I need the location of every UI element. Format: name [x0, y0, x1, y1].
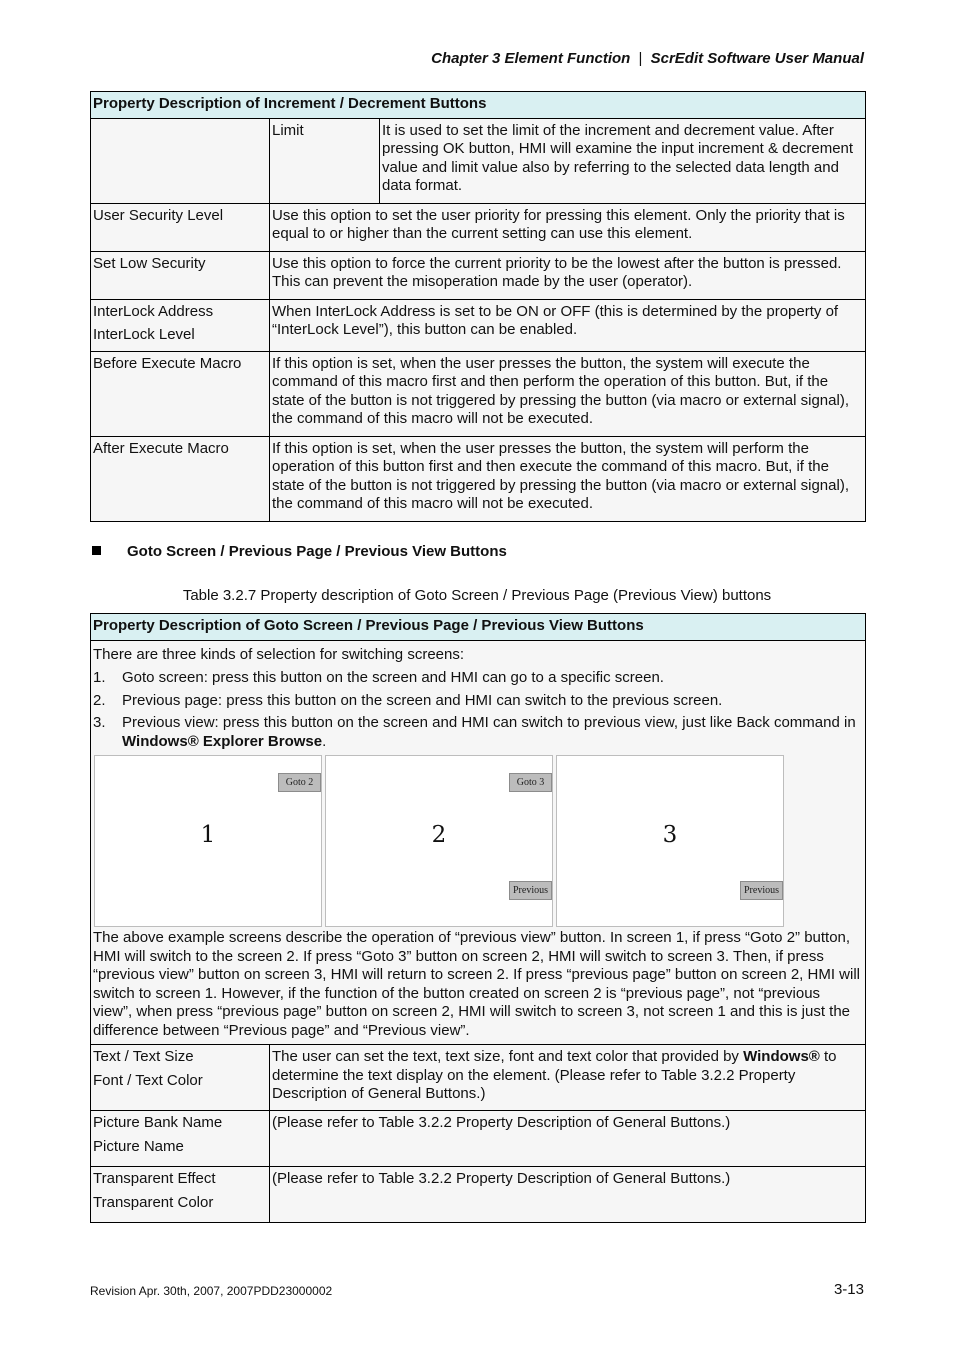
header-separator: |: [638, 50, 643, 67]
property-description: If this option is set, when the user presses the button, the system will execute the command of this macro first and then perform the operation of this button. But, if the state of the button is not triggered by pressing the button (via macro or external signal), the command of this macro will not be executed.: [270, 351, 866, 436]
previous-button[interactable]: Previous: [740, 881, 783, 900]
property-label: After Execute Macro: [91, 436, 270, 521]
property-label: [91, 299, 270, 351]
list-text-end: .: [322, 732, 327, 750]
screen-number: 1: [200, 822, 216, 848]
section-heading: [92, 543, 507, 560]
list-item: [93, 692, 862, 711]
goto-2-button[interactable]: Goto 2: [278, 773, 321, 792]
label-line: Picture Name: [93, 1137, 184, 1155]
switching-description-cell: [91, 640, 866, 1045]
list-item: [93, 714, 862, 751]
label-line: Font / Text Color: [93, 1071, 203, 1089]
example-screens: [93, 755, 862, 929]
example-explanation: The above example screens describe the operation of “previous view” button. In screen 1, if press “Goto 2” button, HMI will switch to the screen 2. If press “Goto 3” button on screen 2, HMI will switch to screen 3. Then, if press “previous view” button on screen 3, HMI will return to screen 2. If press “previous page” button on screen 2, HMI will switch to screen 1. However, if the function of the button created on screen 2 is “previous page”, not “previous view”, when press “previous page” button on screen 2, HMI will switch to screen 3, not screen 1 and this is just the difference between “Previous page” and “Previous view”.: [93, 929, 860, 1039]
property-description: Use this option to force the current priority to be the lowest after the button is pressed. This can prevent the misoperation made by the user (operator).: [270, 251, 866, 299]
label-line: Transparent Effect: [93, 1170, 216, 1187]
label-line: InterLock Address: [93, 302, 214, 320]
empty-cell: [91, 118, 270, 203]
example-screen-1: [94, 755, 322, 927]
table-row: [91, 436, 866, 521]
goto-3-button[interactable]: Goto 3: [509, 773, 552, 792]
list-text: Goto screen: press this button on the screen and HMI can go to a specific screen.: [122, 669, 664, 686]
property-description: (Please refer to Table 3.2.2 Property Description of General Buttons.): [270, 1111, 866, 1167]
screen-number: 3: [662, 822, 678, 848]
section-title: Goto Screen / Previous Page / Previous View Buttons: [127, 543, 507, 560]
property-label: [91, 1111, 270, 1167]
property-description: (Please refer to Table 3.2.2 Property Description of General Buttons.): [270, 1167, 866, 1223]
revision-footer: Revision Apr. 30th, 2007, 2007PDD23000002: [90, 1284, 333, 1298]
description-bold: Windows®: [743, 1048, 820, 1065]
table-caption: Table 3.2.7 Property description of Goto Screen / Previous Page (Previous View) buttons: [182, 587, 772, 604]
switching-kinds-list: [93, 669, 862, 751]
property-label: Before Execute Macro: [91, 351, 270, 436]
property-label: [91, 1167, 270, 1223]
property-description: If this option is set, when the user presses the button, the system will perform the operation of this button first and then execute the command of this macro. But, if the state of the button is not triggered by pressing the button (via macro or external signal), the command of this macro will not be executed.: [270, 436, 866, 521]
list-text: Previous view: press this button on the screen and HMI can switch to previous view, just like Back command in: [122, 714, 856, 731]
label-line: Text / Text Size: [93, 1048, 194, 1065]
manual-title: ScrEdit Software User Manual: [650, 50, 864, 67]
description-text: The user can set the text, text size, font and text color that provided by: [272, 1048, 744, 1065]
property-label: User Security Level: [91, 203, 270, 251]
property-description: Use this option to set the user priority for pressing this element. Only the priority that is equal to or higher than the current setting can use this element.: [270, 203, 866, 251]
list-number: 3.: [93, 714, 106, 731]
list-text-bold: Windows® Explorer Browse: [122, 732, 323, 750]
table-row: [91, 118, 866, 203]
table-row: [91, 251, 866, 299]
description-text-end: to determine the text display on the element. (Please refer to Table 3.2.2 Property Description of General Buttons.): [272, 1048, 837, 1102]
property-description: [270, 1045, 866, 1111]
example-screen-2: [325, 755, 553, 927]
table-row: [91, 1167, 866, 1223]
label-line: InterLock Level: [93, 326, 195, 343]
table-row: [91, 1111, 866, 1167]
property-description: When InterLock Address is set to be ON or OFF (this is determined by the property of “InterLock Level”), this button can be enabled.: [270, 299, 866, 351]
list-number: 1.: [93, 669, 106, 686]
property-label: Limit: [270, 118, 380, 203]
label-line: Transparent Color: [93, 1193, 214, 1211]
table-title: Property Description of Increment / Decrement Buttons: [91, 92, 866, 119]
example-screen-3: [556, 755, 784, 927]
intro-text: There are three kinds of selection for switching screens:: [93, 645, 465, 663]
table-title: Property Description of Goto Screen / Previous Page / Previous View Buttons: [91, 614, 866, 641]
page-header: [431, 50, 864, 67]
property-description: It is used to set the limit of the increment and decrement value. After pressing OK button, HMI will examine the input increment & decrement value and limit value also by referring to the selected data length and data format.: [380, 118, 866, 203]
table-row: [91, 299, 866, 351]
increment-decrement-property-table: [90, 91, 866, 522]
page-number: 3-13: [833, 1281, 864, 1298]
table-row: [91, 1045, 866, 1111]
screen-number: 2: [431, 822, 447, 848]
property-label: [91, 1045, 270, 1111]
property-label: Set Low Security: [91, 251, 270, 299]
square-bullet-icon: [92, 546, 101, 555]
table-row: [91, 351, 866, 436]
list-text: Previous page: press this button on the screen and HMI can switch to the previous screen.: [122, 691, 723, 709]
chapter-title: Chapter 3 Element Function: [431, 50, 631, 67]
previous-button[interactable]: Previous: [509, 881, 552, 900]
list-item: [93, 669, 862, 688]
goto-screen-property-table: [90, 613, 866, 1223]
table-row: [91, 640, 866, 1045]
list-number: 2.: [93, 691, 106, 709]
table-row: [91, 203, 866, 251]
label-line: Picture Bank Name: [93, 1114, 223, 1131]
